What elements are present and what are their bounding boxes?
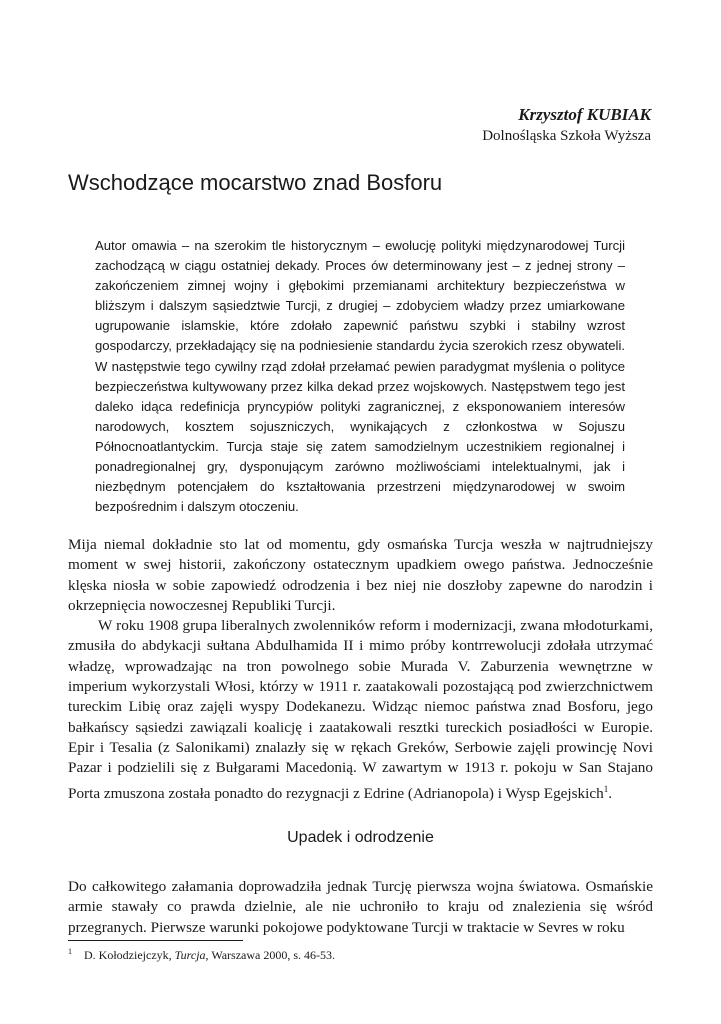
footnote-title: Turcja <box>174 948 206 962</box>
footnote <box>68 944 653 963</box>
body-paragraph-2-text: W roku 1908 grupa liberalnych zwolenników reform i modernizacji, zwana młodoturkami, zmusiła do abdykacji sułtana Abdulhamida II i mimo próby kontrrewolucji zdołała utrzymać władzę, wprowadzając na tron powolnego sobie Murada V. Zaburzenia wewnętrzne w imperium wykorzystali Włosi, którzy w 1911 r. zaatakowali pozostającą pod zwierzchnictwem tureckim Libię oraz zajęli wyspy Dodekanezu. Widząc niemoc państwa znad Bosforu, jego bałkańscy sąsiedzi zawiązali koalicję i zaatakowali resztki tureckich posiadłości w Europie. Epir i Tesalia (z Salonikami) znalazły się w rękach Greków, Serbowie zajęli prowincję Novi Pazar i podzielili się z Bułgarami Macedonią. W zawartym w 1913 r. pokoju w San Stajano Porta zmuszona została ponadto do rezygnacji z Edrine (Adrianopola) i Wysp Egejskich <box>68 617 653 802</box>
abstract: Autor omawia – na szerokim tle historycznym – ewolucję polityki międzynarodowej Turcji zachodzącą w ciągu ostatniej dekady. Proces ów determinowany jest – z jednej strony – zakończeniem zimnej wojny i głębokimi przemianami architektury bezpieczeństwa w bliższym i dalszym sąsiedztwie Turcji, z drugiej – zdobyciem władzy przez umiarkowane ugrupowanie islamskie, które zdołało zapewnić państwu szybki i stabilny wzrost gospodarczy, przekładający się na podniesienie standardu życia szerokich rzesz obywateli. W następstwie tego cywilny rząd zdołał przełamać pewien paradygmat myślenia o polityce bezpieczeństwa kultywowany przez kilka dekad przez wojskowych. Następstwem tego jest daleko idąca redefinicja pryncypiów polityki zagranicznej, z eksponowaniem interesów narodowych, kosztem sojuszniczych, wynikających z członkostwa w Sojuszu Północnoatlantyckim. Turcja staje się zatem samodzielnym uczestnikiem regionalnej i ponadregionalnej gry, dysponującym zarówno możliwościami intelektualnymi, jak i niezbędnym potencjałem do kształtowania przestrzeni międzynarodowej w swoim bezpośrednim i dalszym otoczeniu. <box>95 238 625 515</box>
footnote-text-before: D. Kołodziejczyk, <box>84 948 175 962</box>
section-body <box>68 877 653 938</box>
footnote-ref: 1 <box>603 783 609 794</box>
body-paragraph-2: W roku 1908 grupa liberalnych zwolenników reform i modernizacji, zwana młodoturkami, zmusiła do abdykacji sułtana Abdulhamida II i mimo próby kontrrewolucji zdołała utrzymać władzę, wprowadzając na tron powolnego sobie Murada V. Zaburzenia wewnętrzne w imperium wykorzystali Włosi, którzy w 1911 r. zaatakowali pozostającą pod zwierzchnictwem tureckim Libię oraz zajęli wyspy Dodekanezu. Widząc niemoc państwa znad Bosforu, jego bałkańscy sąsiedzi zawiązali koalicję i zaatakowali resztki tureckich posiadłości w Europie. Epir i Tesalia (z Salonikami) znalazły się w rękach Greków, Serbowie zajęli prowincję Novi Pazar i podzielili się z Bułgarami Macedonią. W zawartym w 1913 r. pokoju w San Stajano Porta zmuszona została ponadto do rezygnacji z Edrine (Adrianopola) i Wysp Egejskich$^1$. <box>68 617 653 802</box>
body-text <box>68 535 653 804</box>
author-block <box>482 104 651 146</box>
section-paragraph-1: Do całkowitego załamania doprowadziła jednak Turcję pierwsza wojna światowa. Osmańskie armie stawały co prawda dzielnie, ale nie uchroniło to kraju od znalezienia się wśród przegranych. Pierwsze warunki pokojowe podyktowane Turcji w traktacie w Sevres w roku <box>68 878 653 936</box>
section-heading: Upadek i odrodzenie <box>287 829 434 846</box>
author-affiliation: Dolnośląska Szkoła Wyższa <box>482 128 651 144</box>
article-title: Wschodzące mocarstwo znad Bosforu <box>68 170 443 195</box>
author-name: Krzysztof KUBIAK <box>518 105 651 124</box>
footnote-number: 1 <box>68 947 72 956</box>
footnote-text-after: , Warszawa 2000, s. 46-53. <box>205 948 335 962</box>
footnote-divider <box>68 940 243 941</box>
body-paragraph-1: Mija niemal dokładnie sto lat od momentu, gdy osmańska Turcja weszła w najtrudniejszy moment w swej historii, zakończony ostatecznym upadkiem owego państwa. Jednocześnie klęska niosła w sobie zapowiedź odrodzenia i bez niej nie doszłoby zapewne do narodzin i okrzepnięcia nowoczesnej Republiki Turcji. <box>68 536 653 614</box>
